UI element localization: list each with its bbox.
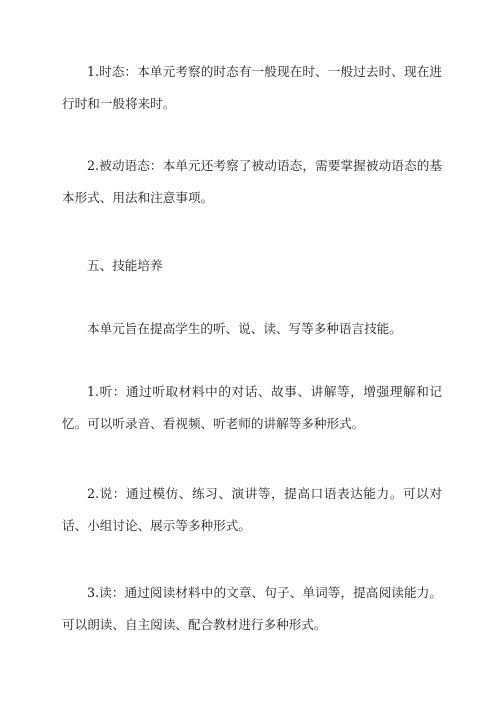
paragraph-passive-voice: 2.被动语态：本单元还考察了被动语态，需要掌握被动语态的基本形式、用法和注意事项。 <box>62 158 442 205</box>
paragraph-skills-intro: 本单元旨在提高学生的听、说、读、写等多种语言技能。 <box>87 321 402 336</box>
paragraph-speaking: 2.说：通过模仿、练习、演讲等，提高口语表达能力。可以对话、小组讨论、展示等多种形式。 <box>62 486 442 533</box>
section-heading-skills: 五、技能培养 <box>87 258 163 273</box>
paragraph-reading: 3.读：通过阅读材料中的文章、句子、单词等，提高阅读能力。可以朗读、自主阅读、配合教材进行多种形式。 <box>62 585 442 632</box>
paragraph-tense: 1.时态：本单元考察的时态有一般现在时、一般过去时、现在进行时和一般将来时。 <box>62 64 442 111</box>
paragraph-listening: 1.听：通过听取材料中的对话、故事、讲解等，增强理解和记忆。可以听录音、看视频、听老师的讲解等多种形式。 <box>62 384 442 431</box>
